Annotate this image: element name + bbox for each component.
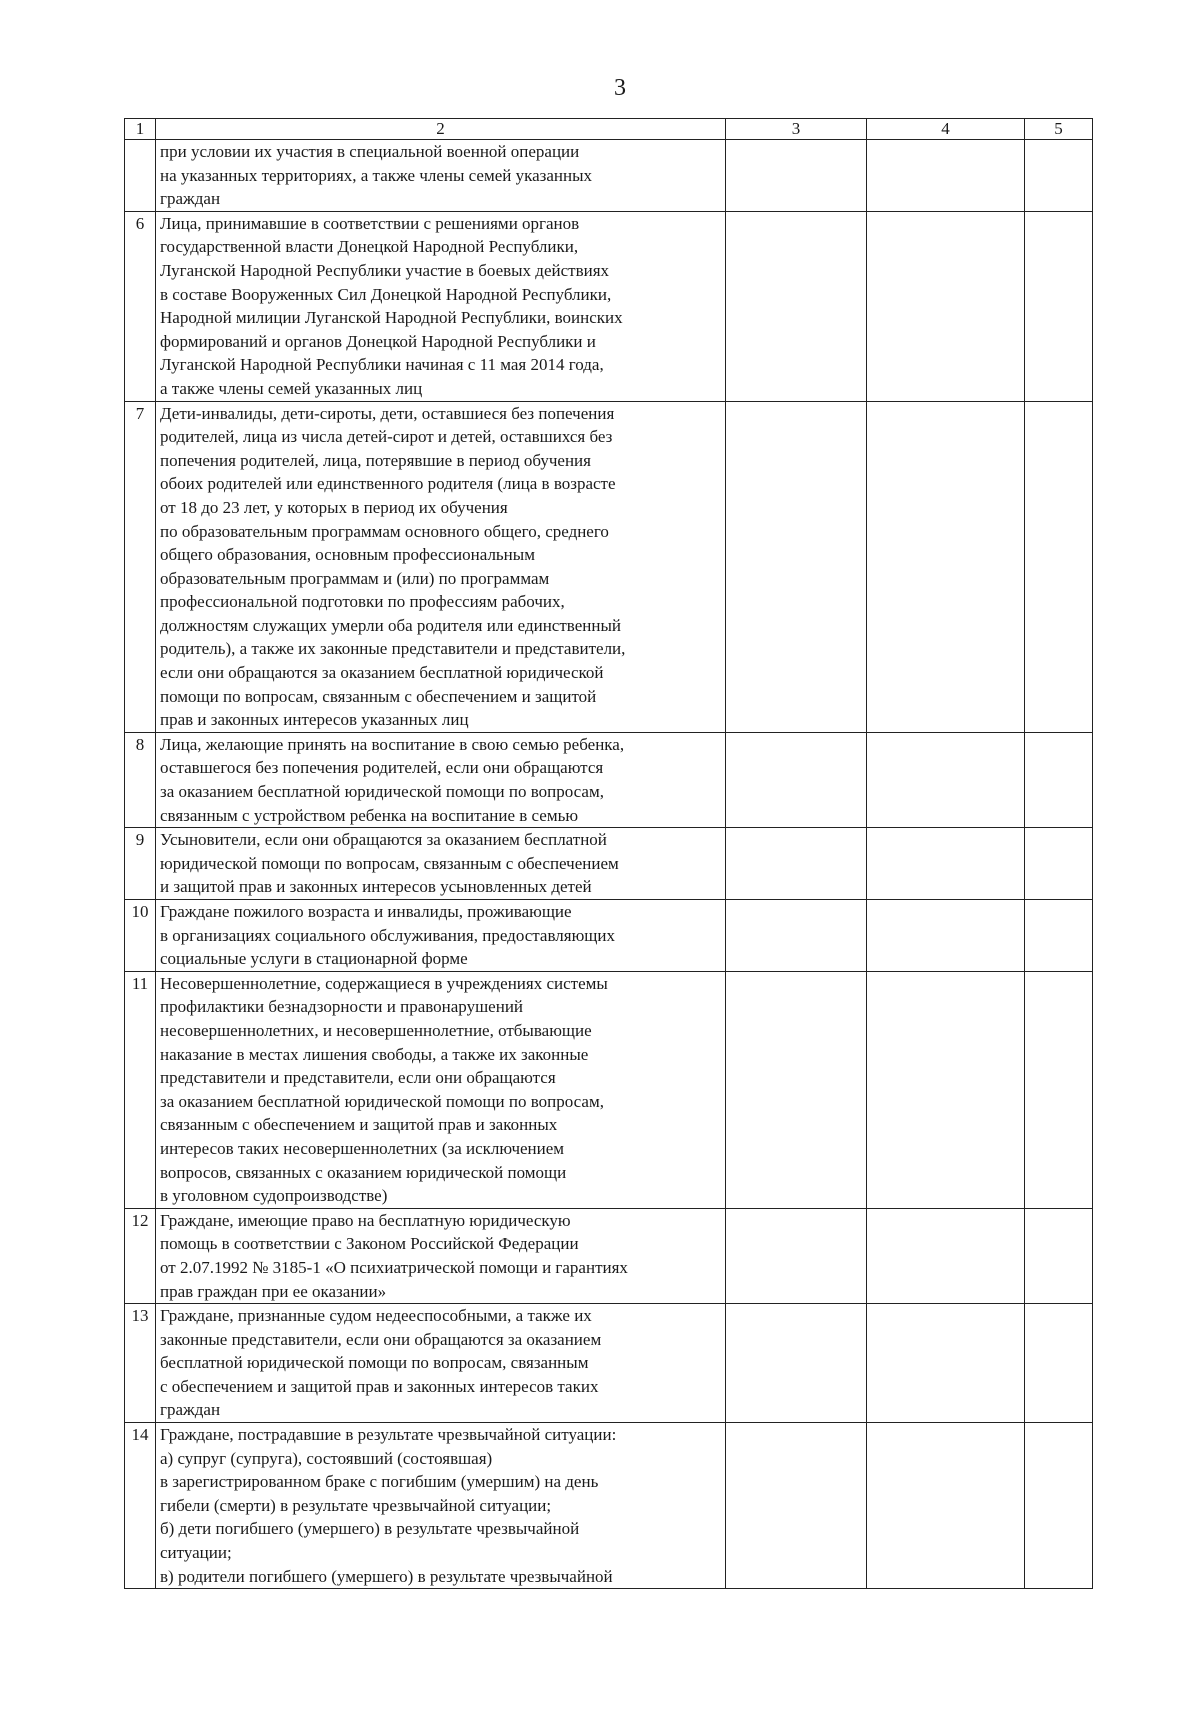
row-cell-4 bbox=[867, 401, 1025, 732]
row-cell-4 bbox=[867, 828, 1025, 900]
table-row bbox=[125, 732, 1093, 827]
row-cell-3 bbox=[726, 900, 867, 972]
table-row bbox=[125, 971, 1093, 1208]
row-description: Несовершеннолетние, содержащиеся в учреждениях системы профилактики безнадзорности и правонарушений несовершеннолетних, и несовершеннолетние, отбывающие наказание в местах лишения свободы, а также их законные представители и представители, если они обращаются за оказанием бесплатной юридической помощи по вопросам, связанным с обеспечением и защитой прав и законных интересов таких несовершеннолетних (за исключением вопросов, связанных с оказанием юридической помощи в уголовном судопроизводстве) bbox=[156, 971, 726, 1208]
row-cell-4 bbox=[867, 211, 1025, 401]
row-cell-4 bbox=[867, 732, 1025, 827]
row-description: Дети-инвалиды, дети-сироты, дети, оставшиеся без попечения родителей, лица из числа детей-сирот и детей, оставшихся без попечения родителей, лица, потерявшие в период обучения обоих родителей или единственного родителя (лица в возрасте от 18 до 23 лет, у которых в период их обучения по образовательным программам основного общего, среднего общего образования, основным профессиональным образовательным программам и (или) по программам профессиональной подготовки по профессиям рабочих, должностям служащих умерли оба родителя или единственный родитель), а также их законные представители и представители, если они обращаются за оказанием бесплатной юридической помощи по вопросам, связанным с обеспечением и защитой прав и законных интересов указанных лиц bbox=[156, 401, 726, 732]
row-cell-4 bbox=[867, 971, 1025, 1208]
row-cell-5 bbox=[1025, 971, 1093, 1208]
row-cell-4 bbox=[867, 140, 1025, 212]
row-cell-5 bbox=[1025, 1304, 1093, 1423]
row-cell-3 bbox=[726, 211, 867, 401]
row-number bbox=[125, 140, 156, 212]
column-header-4: 4 bbox=[867, 119, 1025, 140]
column-header-5: 5 bbox=[1025, 119, 1093, 140]
table-row bbox=[125, 1423, 1093, 1589]
row-number: 14 bbox=[125, 1423, 156, 1589]
row-description: Усыновители, если они обращаются за оказанием бесплатной юридической помощи по вопросам, связанным с обеспечением и защитой прав и законных интересов усыновленных детей bbox=[156, 828, 726, 900]
row-description: Лица, желающие принять на воспитание в свою семью ребенка, оставшегося без попечения родителей, если они обращаются за оказанием бесплатной юридической помощи по вопросам, связанным с устройством ребенка на воспитание в семью bbox=[156, 732, 726, 827]
row-cell-5 bbox=[1025, 828, 1093, 900]
row-number: 11 bbox=[125, 971, 156, 1208]
row-cell-4 bbox=[867, 1304, 1025, 1423]
row-cell-5 bbox=[1025, 401, 1093, 732]
row-cell-3 bbox=[726, 1423, 867, 1589]
table-row bbox=[125, 211, 1093, 401]
row-cell-4 bbox=[867, 900, 1025, 972]
row-number: 9 bbox=[125, 828, 156, 900]
row-cell-5 bbox=[1025, 732, 1093, 827]
row-cell-5 bbox=[1025, 1208, 1093, 1303]
table-row bbox=[125, 1304, 1093, 1423]
page-number: 3 bbox=[614, 75, 626, 101]
row-number: 6 bbox=[125, 211, 156, 401]
row-number: 13 bbox=[125, 1304, 156, 1423]
row-cell-3 bbox=[726, 1208, 867, 1303]
row-number: 7 bbox=[125, 401, 156, 732]
row-cell-5 bbox=[1025, 1423, 1093, 1589]
row-cell-3 bbox=[726, 401, 867, 732]
table-row bbox=[125, 1208, 1093, 1303]
row-cell-3 bbox=[726, 828, 867, 900]
row-description: Граждане, имеющие право на бесплатную юридическую помощь в соответствии с Законом Российской Федерации от 2.07.1992 № 3185-1 «О психиатрической помощи и гарантиях прав граждан при ее оказании» bbox=[156, 1208, 726, 1303]
row-cell-3 bbox=[726, 732, 867, 827]
row-cell-5 bbox=[1025, 211, 1093, 401]
row-cell-3 bbox=[726, 971, 867, 1208]
row-cell-4 bbox=[867, 1208, 1025, 1303]
table-row bbox=[125, 900, 1093, 972]
row-number: 12 bbox=[125, 1208, 156, 1303]
row-cell-5 bbox=[1025, 900, 1093, 972]
column-header-3: 3 bbox=[726, 119, 867, 140]
beneficiaries-table bbox=[124, 118, 1093, 1589]
row-number: 8 bbox=[125, 732, 156, 827]
row-cell-4 bbox=[867, 1423, 1025, 1589]
column-header-1: 1 bbox=[125, 119, 156, 140]
row-description: Граждане, признанные судом недееспособными, а также их законные представители, если они обращаются за оказанием бесплатной юридической помощи по вопросам, связанным с обеспечением и защитой прав и законных интересов таких граждан bbox=[156, 1304, 726, 1423]
column-header-2: 2 bbox=[156, 119, 726, 140]
row-description: Граждане, пострадавшие в результате чрезвычайной ситуации: а) супруг (супруга), состоявший (состоявшая) в зарегистрированном браке с погибшим (умершим) на день гибели (смерти) в результате чрезвычайной ситуации; б) дети погибшего (умершего) в результате чрезвычайной ситуации; в) родители погибшего (умершего) в результате чрезвычайной bbox=[156, 1423, 726, 1589]
row-description: Лица, принимавшие в соответствии с решениями органов государственной власти Донецкой Народной Республики, Луганской Народной Республики участие в боевых действиях в составе Вооруженных Сил Донецкой Народной Республики, Народной милиции Луганской Народной Республики, воинских формирований и органов Донецкой Народной Республики и Луганской Народной Республики начиная с 11 мая 2014 года, а также члены семей указанных лиц bbox=[156, 211, 726, 401]
row-cell-3 bbox=[726, 140, 867, 212]
table-row bbox=[125, 401, 1093, 732]
row-description: при условии их участия в специальной военной операции на указанных территориях, а также члены семей указанных граждан bbox=[156, 140, 726, 212]
row-cell-3 bbox=[726, 1304, 867, 1423]
table-row bbox=[125, 828, 1093, 900]
table-header-row bbox=[125, 119, 1093, 140]
row-number: 10 bbox=[125, 900, 156, 972]
row-description: Граждане пожилого возраста и инвалиды, проживающие в организациях социального обслуживания, предоставляющих социальные услуги в стационарной форме bbox=[156, 900, 726, 972]
row-cell-5 bbox=[1025, 140, 1093, 212]
table-row bbox=[125, 140, 1093, 212]
